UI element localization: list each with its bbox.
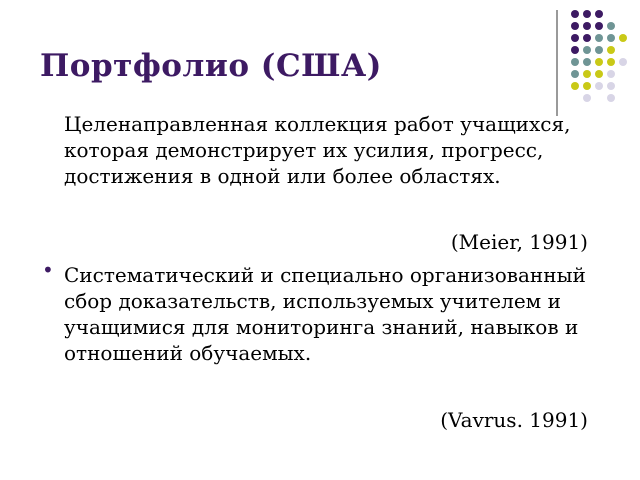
dot [583,10,591,18]
dot [595,46,603,54]
dot [595,34,603,42]
slide-title: Портфолио (США) [40,48,382,84]
dot [607,58,615,66]
dot [619,58,627,66]
dot [571,22,579,30]
dot [607,34,615,42]
bullet-marker: • [42,258,54,282]
definition-2-text: Систематический и специально организованный сбор доказательств, используемых учителем и учащимися для мониторинга знаний, навыков и отношений обучаемых. [64,263,586,365]
dot [571,58,579,66]
dot [583,82,591,90]
dot [607,70,615,78]
dot [595,22,603,30]
dot [583,94,591,102]
dot [583,46,591,54]
dot [571,82,579,90]
dot [583,70,591,78]
dot [571,34,579,42]
dot [607,46,615,54]
dot [571,46,579,54]
dot [595,82,603,90]
dot [583,34,591,42]
definition-1-text: Целенаправленная коллекция работ учащихся, которая демонстрирует их усилия, прогресс, достижения в одной или более областях. [64,112,571,188]
dot [583,22,591,30]
dot [571,10,579,18]
definition-2-citation: (Vavrus. 1991) [440,408,588,432]
dot [619,34,627,42]
dot [607,22,615,30]
dot [607,94,615,102]
dot [607,82,615,90]
definition-1-citation: (Meier, 1991) [450,230,588,254]
dot [571,70,579,78]
dot [595,58,603,66]
dot [595,10,603,18]
dot [583,58,591,66]
dot [595,70,603,78]
vertical-divider [556,10,558,116]
